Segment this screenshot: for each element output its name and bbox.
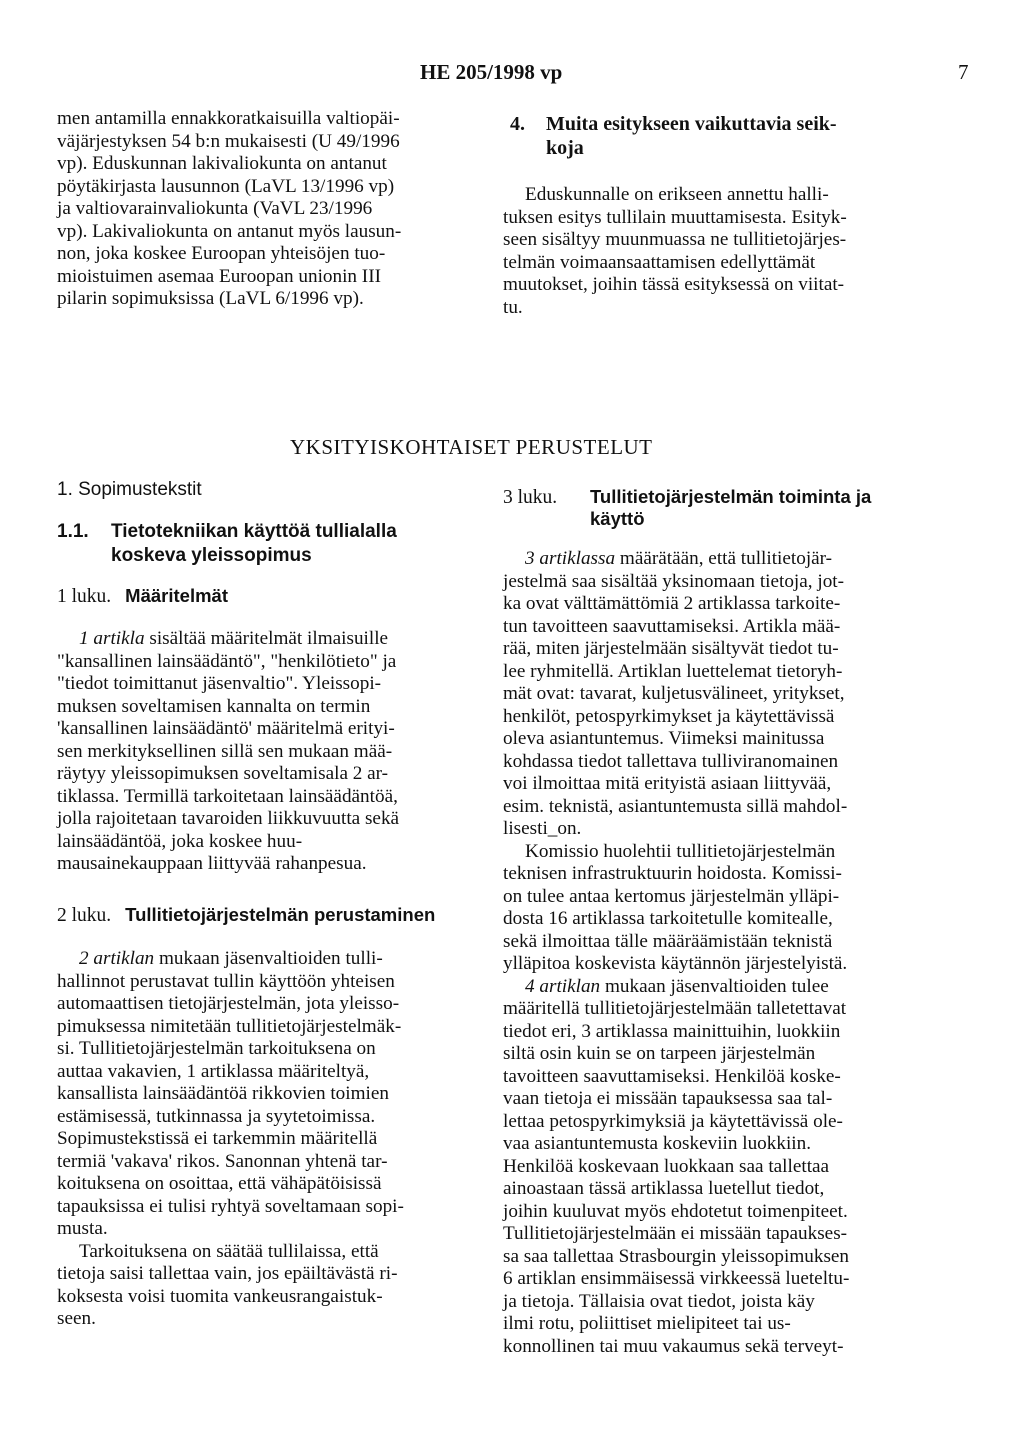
heading-line: koja (546, 137, 584, 159)
text-line: mioistuimen asemaa Euroopan unionin III (57, 265, 381, 287)
heading-line: Tietotekniikan käyttöä tullialalla (111, 521, 397, 542)
text-line: väjärjestyksen 54 b:n mukaisesti (U 49/1996 (57, 130, 400, 152)
chapter-3-label: 3 luku. (503, 487, 558, 508)
text-line: lee ryhmitellä. Artiklan luettelemat tietoryh- (503, 660, 843, 682)
section-4-paragraph (503, 184, 933, 319)
text-line: lainsäädäntöä, joka koskee huu- (57, 830, 303, 852)
text-line: mukaan jäsenvaltioiden tulli- (154, 948, 383, 969)
text-line: muutokset, joihin tässä esityksessä on viitat- (503, 274, 845, 295)
text-line: oleva asiantuntemus. Viimeksi mainitussa (503, 728, 825, 749)
page-number: 7 (958, 60, 969, 84)
text-line: kansallista lainsäädäntöä rikkovien toimien (57, 1083, 389, 1104)
text-line: sisältää määritelmät ilmaisuille (144, 628, 389, 649)
subsection-number: 1.1. (57, 521, 89, 542)
heading-line: koskeva yleissopimus (111, 545, 312, 566)
text-line: esim. teknistä, asiantuntemusta sillä mahdol- (503, 795, 848, 817)
chapter-3-paragraphs (503, 548, 933, 1358)
text-line: lisesti_on. (503, 818, 582, 839)
text-line: Sopimustekstissä ei tarkemmin määritellä (57, 1128, 378, 1149)
text-line: tu. (503, 296, 523, 318)
text-line: hallinnot perustavat tullin käyttöön yhteisen (57, 970, 395, 992)
text-line: tavoitteen saavuttamiseksi. Henkilöä koske- (503, 1065, 841, 1087)
text-line: Tullitietojärjestelmään ei missään tapaukses- (503, 1223, 848, 1244)
text-line: sa saa tallettaa Strasbourgin yleissopimuksen (503, 1245, 850, 1267)
text-line: ja tietoja. Tällaisia ovat tiedot, joista käy (503, 1290, 815, 1312)
chapter-2-heading (57, 903, 435, 928)
chapter-title: Tullitietojärjestelmän perustaminen (125, 904, 436, 925)
text-line: tapauksissa ei tulisi ryhtyä soveltamaan sopi- (57, 1195, 404, 1217)
text-line: henkilöt, petospyrkimykset ja käytettävissä (503, 705, 835, 727)
text-line: tuksen esitys tullilain muuttamisesta. Esityk- (503, 206, 847, 228)
heading-line: Tullitietojärjestelmän toiminta ja (590, 486, 872, 507)
text-line: koksesta voisi tuomita vankeusrangaistuk- (57, 1285, 383, 1307)
main-heading: YKSITYISKOHTAISET PERUSTELUT (290, 435, 653, 459)
text-line: mausainekauppaan liittyvää rahanpesua. (57, 853, 367, 874)
text-line: pilarin sopimuksissa (LaVL 6/1996 vp). (57, 288, 364, 309)
text-line: ja valtiovarainvaliokunta (VaVL 23/1996 (57, 198, 373, 219)
text-line: Tarkoituksena on säätää tullilaissa, että (79, 1240, 379, 1262)
section-4-heading (546, 112, 946, 160)
text-line: "kansallinen lainsäädäntö", "henkilötieto" ja (57, 650, 397, 672)
top-left-paragraph (57, 108, 455, 311)
text-line: ka ovat välttämättömiä 2 artiklassa tarkoite- (503, 593, 841, 614)
article-ref: 3 artiklassa (525, 548, 616, 569)
chapter-label: 2 luku. (57, 905, 112, 926)
text-line: kohdassa tiedot tallettava tulliviranomainen (503, 750, 839, 772)
text-line: Komissio huolehtii tullitietojärjestelmän (525, 840, 836, 862)
text-line: pimuksessa nimitetään tullitietojärjestelmäk- (57, 1015, 402, 1037)
text-line: muksen soveltamisen kannalta on termin (57, 695, 371, 717)
text-line: ilmi rotu, poliittiset mielipiteet tai us- (503, 1313, 791, 1334)
text-line: teknisen infrastruktuurin hoidosta. Komissi- (503, 863, 842, 884)
text-line: tietoja saisi tallettaa vain, jos epäiltävästä ri- (57, 1263, 398, 1284)
text-line: mukaan jäsenvaltioiden tulee (600, 975, 829, 997)
text-line: tun tavoitteen saavuttamiseksi. Artikla mää- (503, 615, 841, 637)
chapter-3-title (590, 486, 871, 530)
text-line: mät ovat: tavarat, kuljetusvälineet, yritykset, (503, 683, 845, 704)
text-line: seen sisältyy muunmuassa ne tullitietojärjes- (503, 229, 847, 250)
text-line: joihin kuuluvat myös ehdotetut toimenpiteet. (503, 1200, 848, 1222)
text-line: musta. (57, 1218, 108, 1239)
section-4-number: 4. (510, 113, 525, 135)
text-line: automaattisen tietojärjestelmän, jota yleisso- (57, 993, 400, 1014)
article-ref: 4 artiklan (525, 975, 601, 997)
document-id: HE 205/1998 vp (420, 60, 563, 84)
text-line: tiedot eri, 3 artiklassa mainittuihin, luokkiin (503, 1020, 841, 1042)
text-line: rää, miten järjestelmään sisältyvät tiedot tu- (503, 638, 839, 659)
text-line: konnollinen tai muu vakaumus sekä terveyt- (503, 1335, 844, 1357)
text-line: jestelmä saa sisältää yksinomaan tietoja, jot- (503, 570, 845, 592)
text-line: sekä ilmoittaa tälle määräämistään teknistä (503, 930, 833, 952)
heading-line: Muita esitykseen vaikuttavia seik- (546, 113, 837, 135)
text-line: ylläpitoa koskevista käytännön järjestelyistä. (503, 953, 848, 974)
text-line: vaa asiantuntemusta koskeviin luokkiin. (503, 1133, 812, 1154)
text-line: sen merkityksellinen sillä sen mukaan mää- (57, 740, 393, 762)
article-ref: 1 artikla (79, 628, 145, 649)
chapter-2-paragraph (57, 948, 469, 1331)
text-line: tiklassa. Termillä tarkoitetaan lainsäädäntöä, (57, 785, 398, 807)
text-line: pöytäkirjasta lausunnon (LaVL 13/1996 vp) (57, 175, 395, 197)
chapter-label: 1 luku. (57, 586, 112, 607)
text-line: 6 artiklan ensimmäisessä virkkeessä lueteltu- (503, 1268, 850, 1289)
subsection-heading (111, 520, 397, 568)
text-line: siltä osin kuin se on tarpeen järjestelmän (503, 1043, 816, 1064)
text-line: "tiedot toimittanut jäsenvaltio". Yleissopi- (57, 673, 382, 694)
text-line: koituksena on osoittaa, että vähäpätöisissä (57, 1173, 382, 1194)
text-line: auttaa vakavien, 1 artiklassa määriteltyä, (57, 1060, 370, 1082)
article-ref: 2 artiklan (79, 948, 155, 969)
text-line: Henkilöä koskevaan luokkaan saa tallettaa (503, 1155, 830, 1177)
section-1-heading: 1. Sopimustekstit (57, 479, 202, 500)
text-line: si. Tullitietojärjestelmän tarkoituksena on (57, 1038, 376, 1059)
text-line: jolla rajoitetaan tavaroiden liikkuvuutta sekä (57, 808, 400, 829)
chapter-1-paragraph (57, 628, 469, 876)
text-line: ainoastaan tässä artiklassa luetellut tiedot, (503, 1178, 825, 1199)
text-line: seen. (57, 1308, 96, 1329)
text-line: räytyy yleissopimuksen soveltamisala 2 ar- (57, 763, 389, 784)
text-line: määrätään, että tullitietojär- (615, 548, 833, 569)
text-line: telmän voimaansaattamisen edellyttämät (503, 251, 816, 273)
text-line: 'kansallinen lainsäädäntö' määritelmä erityi- (57, 718, 395, 739)
text-line: vp). Lakivaliokunta on antanut myös lausun- (57, 220, 402, 242)
chapter-title: Määritelmät (125, 585, 228, 606)
text-line: lettaa petospyrkimyksiä ja käytettävissä ole- (503, 1110, 843, 1132)
text-line: estämisessä, tutkinnassa ja syytetoimissa. (57, 1105, 376, 1127)
text-line: Eduskunnalle on erikseen annettu halli- (525, 184, 829, 205)
text-line: dosta 16 artiklassa tarkoitetulle komitealle, (503, 908, 833, 929)
heading-line: käyttö (590, 508, 645, 529)
text-line: non, joka koskee Euroopan yhteisöjen tuo- (57, 243, 386, 264)
text-line: voi ilmoittaa mitä erityistä asiaan liittyvää, (503, 773, 832, 794)
text-line: men antamilla ennakkoratkaisuilla valtiopäi- (57, 108, 400, 129)
text-line: määritellä tullitietojärjestelmään talletettavat (503, 998, 847, 1019)
text-line: on tulee antaa kertomus järjestelmän ylläpi- (503, 885, 840, 907)
text-line: termiä 'vakava' rikos. Sanonnan yhtenä tar- (57, 1150, 388, 1172)
text-line: vp). Eduskunnan lakivaliokunta on antanut (57, 153, 387, 174)
text-line: vaan tietoja ei missään tapauksessa saa tal- (503, 1088, 833, 1109)
chapter-1-heading (57, 584, 228, 609)
